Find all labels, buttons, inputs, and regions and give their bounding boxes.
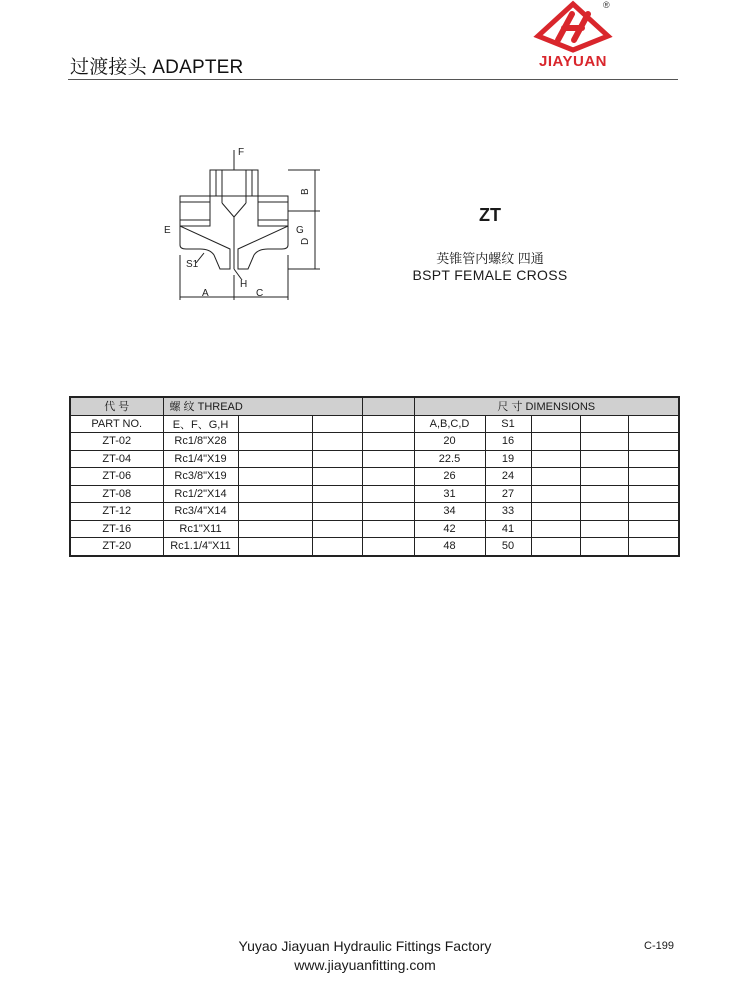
cell-empty bbox=[312, 538, 362, 556]
table-row bbox=[70, 468, 679, 486]
cell-dim: 34 bbox=[414, 503, 485, 521]
cell-thread: Rc1"X11 bbox=[163, 520, 238, 538]
cell-empty bbox=[580, 503, 628, 521]
cross-fitting-drawing bbox=[160, 145, 330, 305]
cell-part: ZT-16 bbox=[70, 520, 163, 538]
cell-part: ZT-08 bbox=[70, 485, 163, 503]
cell-part: ZT-02 bbox=[70, 433, 163, 451]
cell-part: ZT-04 bbox=[70, 450, 163, 468]
cell-empty bbox=[531, 503, 580, 521]
cell-s1: 16 bbox=[485, 433, 531, 451]
cell-empty bbox=[362, 433, 414, 451]
brand-name: JIAYUAN bbox=[539, 53, 607, 70]
cell-empty bbox=[580, 450, 628, 468]
label-s1: S1 bbox=[186, 259, 199, 270]
cell-dim: 22.5 bbox=[414, 450, 485, 468]
cell-empty bbox=[628, 503, 679, 521]
registered-mark: ® bbox=[603, 0, 610, 10]
cell-empty bbox=[531, 485, 580, 503]
spec-table bbox=[69, 396, 680, 557]
cell-s1: 41 bbox=[485, 520, 531, 538]
cell-empty bbox=[362, 520, 414, 538]
label-c: C bbox=[256, 288, 264, 299]
header-dims: A,B,C,D bbox=[414, 415, 485, 433]
cell-empty bbox=[362, 485, 414, 503]
header-s1: S1 bbox=[485, 415, 531, 433]
table-row bbox=[70, 520, 679, 538]
table-row bbox=[70, 485, 679, 503]
cell-empty bbox=[531, 433, 580, 451]
header-threads: E、F、G,H bbox=[163, 415, 238, 433]
cell-empty bbox=[238, 538, 312, 556]
header-code: 代 号 bbox=[70, 397, 163, 415]
table-row bbox=[70, 538, 679, 556]
cell-empty bbox=[312, 520, 362, 538]
cell-empty bbox=[312, 450, 362, 468]
header-dimensions: 尺 寸 DIMENSIONS bbox=[414, 397, 679, 415]
header-blank bbox=[362, 397, 414, 415]
cell-empty bbox=[238, 503, 312, 521]
cell-empty bbox=[312, 485, 362, 503]
cell-empty bbox=[628, 520, 679, 538]
product-name-en: BSPT FEMALE CROSS bbox=[412, 267, 568, 283]
cell-empty bbox=[628, 538, 679, 556]
footer-url[interactable]: www.jiayuanfitting.com bbox=[294, 957, 436, 973]
cell-empty bbox=[312, 433, 362, 451]
page-title: 过渡接头 ADAPTER bbox=[70, 57, 244, 78]
cell-dim: 31 bbox=[414, 485, 485, 503]
label-f: F bbox=[238, 147, 245, 158]
table-row bbox=[70, 450, 679, 468]
cell-dim: 20 bbox=[414, 433, 485, 451]
cell-s1: 33 bbox=[485, 503, 531, 521]
label-b: B bbox=[300, 188, 311, 195]
cell-part: ZT-06 bbox=[70, 468, 163, 486]
cell-dim: 26 bbox=[414, 468, 485, 486]
cell-empty bbox=[362, 468, 414, 486]
page-number: C-199 bbox=[644, 940, 674, 952]
product-name-cn: 英锥管内螺纹 四通 bbox=[436, 251, 544, 266]
cell-empty bbox=[312, 468, 362, 486]
cell-thread: Rc1.1/4"X11 bbox=[163, 538, 238, 556]
cell-empty bbox=[362, 450, 414, 468]
cell-empty bbox=[580, 468, 628, 486]
cell-thread: Rc1/2"X14 bbox=[163, 485, 238, 503]
header-thread: 螺 纹 THREAD bbox=[163, 397, 362, 415]
cell-empty bbox=[362, 503, 414, 521]
label-h: H bbox=[240, 279, 248, 290]
cell-empty bbox=[580, 538, 628, 556]
cell-s1: 24 bbox=[485, 468, 531, 486]
label-g: G bbox=[296, 225, 304, 236]
label-e: E bbox=[164, 225, 171, 236]
cell-thread: Rc1/8"X28 bbox=[163, 433, 238, 451]
cell-s1: 50 bbox=[485, 538, 531, 556]
cell-dim: 48 bbox=[414, 538, 485, 556]
cell-empty bbox=[238, 433, 312, 451]
cell-empty bbox=[238, 468, 312, 486]
table-sub-header-row bbox=[70, 415, 679, 433]
cell-s1: 19 bbox=[485, 450, 531, 468]
product-code: ZT bbox=[479, 205, 501, 225]
cell-thread: Rc1/4"X19 bbox=[163, 450, 238, 468]
cell-empty bbox=[628, 450, 679, 468]
cell-empty bbox=[531, 520, 580, 538]
cell-empty bbox=[238, 450, 312, 468]
cell-empty bbox=[580, 485, 628, 503]
cell-thread: Rc3/4"X14 bbox=[163, 503, 238, 521]
header-part-no: PART NO. bbox=[70, 415, 163, 433]
table-row bbox=[70, 503, 679, 521]
cell-empty bbox=[238, 520, 312, 538]
cell-empty bbox=[628, 468, 679, 486]
label-d: D bbox=[300, 237, 311, 245]
footer-company: Yuyao Jiayuan Hydraulic Fittings Factory bbox=[238, 938, 492, 954]
cell-empty bbox=[531, 450, 580, 468]
cell-empty bbox=[531, 468, 580, 486]
table-group-header-row bbox=[70, 397, 679, 415]
cell-empty bbox=[580, 520, 628, 538]
header-divider bbox=[68, 79, 678, 80]
cell-empty bbox=[238, 485, 312, 503]
cell-empty bbox=[312, 503, 362, 521]
cell-empty bbox=[628, 485, 679, 503]
cell-empty bbox=[628, 433, 679, 451]
cell-empty bbox=[362, 538, 414, 556]
cell-part: ZT-20 bbox=[70, 538, 163, 556]
cell-part: ZT-12 bbox=[70, 503, 163, 521]
cell-empty bbox=[580, 433, 628, 451]
cell-s1: 27 bbox=[485, 485, 531, 503]
cell-empty bbox=[531, 538, 580, 556]
cell-thread: Rc3/8"X19 bbox=[163, 468, 238, 486]
cell-dim: 42 bbox=[414, 520, 485, 538]
label-a: A bbox=[202, 288, 209, 299]
table-row bbox=[70, 433, 679, 451]
